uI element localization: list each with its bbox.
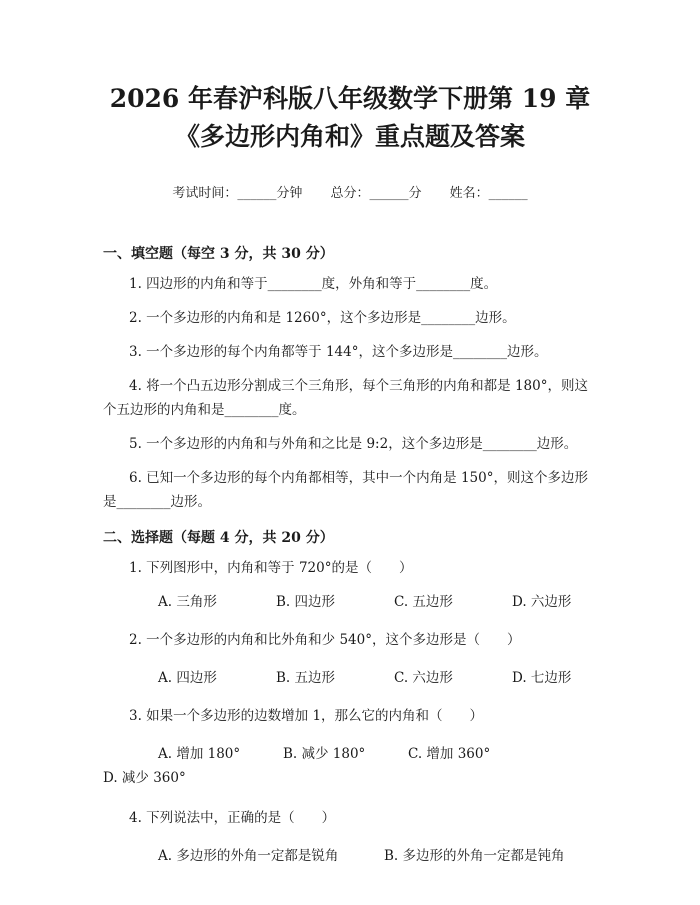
option-c: C. 五边形: [394, 594, 453, 610]
option-a: A. 三角形: [158, 594, 217, 610]
option-a: A. 多边形的外角一定都是锐角: [158, 848, 339, 864]
choice-question-2-options: [103, 666, 597, 690]
option-b: B. 多边形的外角一定都是钝角: [384, 848, 565, 864]
option-b: B. 五边形: [276, 670, 336, 686]
fill-question-3: 3. 一个多边形的每个内角都等于 144°，这个多边形是________边形。: [129, 344, 548, 360]
fill-question-6: 6. 已知一个多边形的每个内角都相等，其中一个内角是 150°，则这个多边形是________边形。: [103, 470, 588, 510]
option-a: A. 四边形: [158, 670, 217, 686]
student-name: 姓名：______: [449, 186, 528, 201]
fill-question-2: 2. 一个多边形的内角和是 1260°，这个多边形是________边形。: [129, 310, 516, 326]
fill-question-5: 5. 一个多边形的内角和与外角和之比是 9:2，这个多边形是________边形。: [129, 436, 578, 452]
exam-time: 考试时间：______分钟: [172, 186, 303, 201]
fill-question-4: 4. 将一个凸五边形分割成三个三角形，每个三角形的内角和都是 180°，则这个五边形的内角和是________度。: [103, 378, 588, 418]
choice-question-4-options: [103, 844, 597, 868]
title-line-2: 《多边形内角和》重点题及答案: [174, 122, 525, 151]
choice-question-1-options: [103, 590, 597, 614]
section-1-heading: 一、填空题（每空 3 分，共 30 分）: [103, 246, 334, 262]
option-d: D. 六边形: [512, 594, 572, 610]
title-line-1: 2026 年春沪科版八年级数学下册第 19 章: [109, 84, 591, 113]
choice-question-3-options: [103, 742, 597, 790]
choice-question-4: 4. 下列说法中，正确的是（ ）: [129, 810, 336, 826]
option-b: B. 四边形: [276, 594, 336, 610]
choice-question-3: 3. 如果一个多边形的边数增加 1，那么它的内角和（ ）: [129, 708, 484, 724]
exam-score: 总分：______分: [330, 186, 422, 201]
option-b: B. 减少 180°: [283, 746, 366, 762]
option-d: D. 七边形: [512, 670, 572, 686]
exam-meta: [103, 182, 597, 201]
choice-question-2: 2. 一个多边形的内角和比外角和少 540°，这个多边形是（ ）: [129, 632, 521, 648]
section-2-heading: 二、选择题（每题 4 分，共 20 分）: [103, 530, 334, 546]
fill-question-1: 1. 四边形的内角和等于________度，外角和等于________度。: [129, 276, 498, 292]
option-c: C. 增加 360°: [408, 746, 491, 762]
option-d: D. 减少 360°: [103, 770, 186, 786]
choice-question-1: 1. 下列图形中，内角和等于 720°的是（ ）: [129, 560, 413, 576]
option-a: A. 增加 180°: [158, 746, 241, 762]
option-c: C. 六边形: [394, 670, 453, 686]
